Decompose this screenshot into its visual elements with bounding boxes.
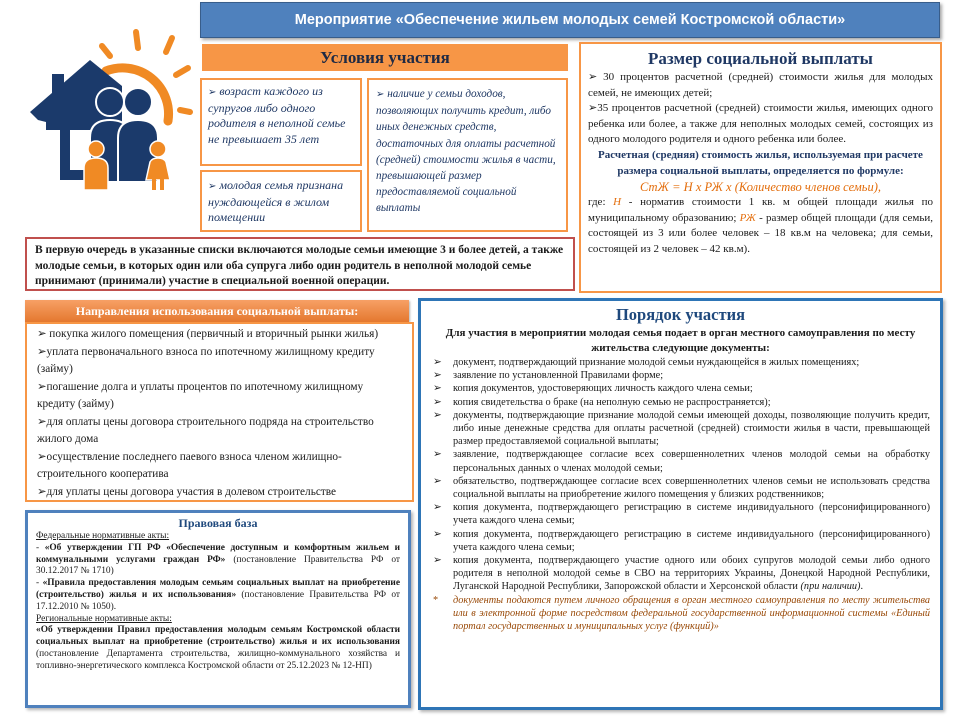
bullet-arrow-icon: ➢ <box>37 328 47 340</box>
bullet-arrow-icon: ➢ <box>37 485 47 498</box>
var-n: Н <box>613 196 622 209</box>
directions-header <box>25 300 409 322</box>
bullet-arrow-icon: ➢ <box>433 396 442 408</box>
order-subtitle: Для участия в мероприятии молодая семья подает в орган местного самоуправления по месту жительства следующие документы: <box>445 327 916 354</box>
direction-text: покупка жилого помещения (первичный и вторичный рынки жилья) <box>46 328 379 340</box>
direction-item <box>37 449 402 484</box>
document-item <box>431 409 930 449</box>
legal-act-prefix: - <box>36 578 43 589</box>
direction-text: для уплаты цены договора участия в долевом строительстве <box>46 485 337 498</box>
bullet-arrow-icon: ➢ <box>208 87 217 98</box>
condition-text: наличие у семьи доходов, позволяющих получить кредит, либо иных денежных средств, достаточных для оплаты расчетной (средней) стоимости жилья в части, превышающей размер предоставляемой социальной выплаты <box>376 88 556 215</box>
footnote-text: документы подаются путем личного обращения в орган местного самоуправления по месту жительства или в электронной форме посредством федеральной государственной информационной системы «Единый портал государственных и муниципальных услуг (функций)» <box>453 594 930 633</box>
conditions-header <box>202 44 568 71</box>
document-item <box>431 501 930 527</box>
bullet-arrow-icon: ➢ <box>433 475 442 487</box>
document-item <box>431 475 930 501</box>
bullet-arrow-icon: ➢ <box>433 383 442 395</box>
bullet-arrow-icon: ➢ <box>37 380 47 393</box>
bullet-arrow-icon: ➢ <box>433 555 442 567</box>
priority-notice <box>25 237 575 291</box>
calc-heading: Расчетная (средняя) стоимость жилья, используемая при расчете размера социальной выплаты, определяется по формуле: <box>598 148 923 177</box>
bullet-arrow-icon: ➢ <box>37 345 47 358</box>
condition-text: возраст каждого из супругов либо одного родителя в неполной семье не превышает 35 лет <box>208 84 346 146</box>
directions-title: Направления использования социальной выплаты: <box>75 303 359 318</box>
direction-text: осуществление последнего паевого взноса членом жилищно-строительного кооператива <box>37 450 342 480</box>
participation-order-panel <box>418 298 943 710</box>
bullet-arrow-icon: ➢ <box>376 89 385 100</box>
direction-item <box>37 344 402 379</box>
document-item <box>431 382 930 395</box>
bullet-arrow-icon: ➢ <box>208 181 217 192</box>
asterisk-icon: * <box>433 594 439 606</box>
payment-item-text: 30 процентов расчетной (средней) стоимости жилья для молодых семей, не имеющих детей; <box>588 71 933 99</box>
bullet-arrow-icon: ➢ <box>433 502 442 514</box>
direction-item <box>37 379 402 414</box>
bullet-arrow-icon: ➢ <box>588 102 598 115</box>
documents-list <box>431 356 930 594</box>
family-house-sun-icon <box>10 20 200 200</box>
formula-legend <box>588 195 933 257</box>
legal-act <box>36 625 400 672</box>
regional-acts-label: Региональные нормативные акты: <box>36 613 172 624</box>
document-text: обязательство, подтверждающее согласие всех совершеннолетних членов семьи не использовать средства социальной выплаты на приобретение жилого помещения у близких родственников; <box>453 475 930 501</box>
legal-act-ref: (постановление Департамента строительства, жилищно-коммунального хозяйства и топливно-энергетического комплекса Костромской области от 25.12.2023 № 12-НП) <box>36 648 400 671</box>
direction-text: уплата первоначального взноса по ипотечному жилищному кредиту (займу) <box>37 345 375 375</box>
condition-card <box>200 170 362 232</box>
direction-text: погашение долга и уплаты процентов по ипотечному жилищному кредиту (займу) <box>37 380 364 410</box>
document-text: заявление, подтверждающее согласие всех совершеннолетних членов молодой семьи на обработку персональных данных о членах молодой семьи; <box>453 449 930 474</box>
direction-item <box>37 326 402 344</box>
payment-item <box>588 70 933 101</box>
bullet-arrow-icon: ➢ <box>433 528 442 540</box>
legal-act-prefix: - <box>36 542 45 553</box>
legal-act-title: «Об утверждении Правил предоставления молодым семьям Костромской области социальных выплат на приобретение (строительство) жилья и их использования <box>36 625 400 648</box>
condition-card <box>367 78 568 232</box>
legal-act-title: «Правила предоставления молодым семьям социальных выплат на приобретение (строительство) жилья и их использования» <box>36 578 400 600</box>
document-text: документы, подтверждающие признание молодой семьи имеющей доходы, позволяющие получить кредит, либо иные денежные средства для оплаты расчетной (средней) стоимости жилья в части, превышающей размер предоставляемой социальной выплаты; <box>453 409 930 448</box>
condition-card <box>200 78 362 166</box>
document-item <box>431 528 930 554</box>
payment-title: Размер социальной выплаты <box>648 49 873 68</box>
formula: СтЖ = Н х РЖ х (Количество членов семьи), <box>639 180 882 195</box>
var-n-desc: - норматив стоимости 1 кв. м общей площади жилья по муниципальному образованию; <box>588 196 934 224</box>
page-title-banner <box>200 2 940 38</box>
document-text: заявление по установленной Правилами форме; <box>453 370 664 382</box>
page-title: Мероприятие «Обеспечение жильем молодых семей Костромской области» <box>294 12 846 28</box>
document-text-end: . <box>860 581 864 593</box>
document-text: копия документа, подтверждающего регистрацию в системе индивидуального (персонифицированного) учета каждого члена семьи; <box>453 528 930 553</box>
document-item <box>431 448 930 474</box>
order-title: Порядок участия <box>615 305 746 324</box>
document-item <box>431 356 930 369</box>
bullet-arrow-icon: ➢ <box>588 71 598 83</box>
document-text: копия свидетельства о браке (на неполную семью не распространяется); <box>453 396 771 408</box>
legal-act-title: «Об утверждении ГП РФ «Обеспечение доступным и комфортным жильем и коммунальными услугами граждан РФ» <box>36 542 400 565</box>
direction-item <box>37 484 402 502</box>
bullet-arrow-icon: ➢ <box>37 450 47 463</box>
bullet-arrow-icon: ➢ <box>433 357 442 368</box>
where-label: где: <box>588 196 614 209</box>
document-text: копия документов, удостоверяющих личность каждого члена семьи; <box>453 383 753 395</box>
payment-size-panel <box>579 42 942 293</box>
var-rzh: РЖ <box>739 211 756 224</box>
legal-act <box>36 578 400 613</box>
document-text: документ, подтверждающий признание молодой семьи нуждающейся в жилых помещениях; <box>453 357 860 368</box>
payment-item <box>588 101 933 148</box>
conditions-title: Условия участия <box>320 47 450 67</box>
payment-item-text: 35 процентов расчетной (средней) стоимости жилья, имеющих одного ребенка или более, а также для неполных молодых семей, состоящих из одного молодого родителя и одного ребенка или более. <box>588 102 933 146</box>
document-item <box>431 554 930 594</box>
direction-item <box>37 414 402 449</box>
document-note: (при наличии) <box>800 581 861 593</box>
bullet-arrow-icon: ➢ <box>433 449 442 461</box>
order-footnote <box>431 594 930 634</box>
document-text: копия документа, подтверждающего регистрацию в системе индивидуального (персонифицированного) учета каждого члена семьи; <box>453 502 930 527</box>
legal-act-ref: (постановление Правительства РФ от 30.12.2017 № 1710) <box>36 554 400 577</box>
document-text: копия документа, подтверждающего участие одного или обоих супругов молодой семьи либо одного родителя в неполной молодой семье в СВО на территориях Украины, Донецкой Народной Республики, Луганской Народной Республики, Запорожской области и Херсонской области <box>453 555 930 593</box>
condition-text: молодая семья признана нуждающейся в жилом помещении <box>208 178 344 224</box>
direction-text: для оплаты цены договора строительного подряда на строительство жилого дома <box>37 415 374 445</box>
legal-act-ref: (постановление Правительства РФ от 17.12.2010 № 1050). <box>36 589 400 612</box>
legal-title: Правовая база <box>178 516 258 530</box>
document-item <box>431 369 930 382</box>
bullet-arrow-icon: ➢ <box>433 409 442 421</box>
var-rzh-desc: - размер общей площади (для семьи, состоящей из 3 или более человек – 18 кв.м на человека; для семьи, состоящей из 2 человек – 42 кв.м). <box>588 211 933 255</box>
legal-act <box>36 543 400 578</box>
priority-text: В первую очередь в указанные списки включаются молодые семьи имеющие 3 и более детей, а также молодые семьи, в которых один или оба супруга либо один родитель в неполной молодой семье принимают (принимали) участие в специальной военной операции. <box>35 244 564 287</box>
bullet-arrow-icon: ➢ <box>433 370 442 382</box>
directions-list <box>25 322 414 502</box>
federal-acts-label: Федеральные нормативные акты: <box>36 531 170 541</box>
legal-base-panel <box>25 510 411 708</box>
document-item <box>431 396 930 409</box>
bullet-arrow-icon: ➢ <box>37 415 47 428</box>
